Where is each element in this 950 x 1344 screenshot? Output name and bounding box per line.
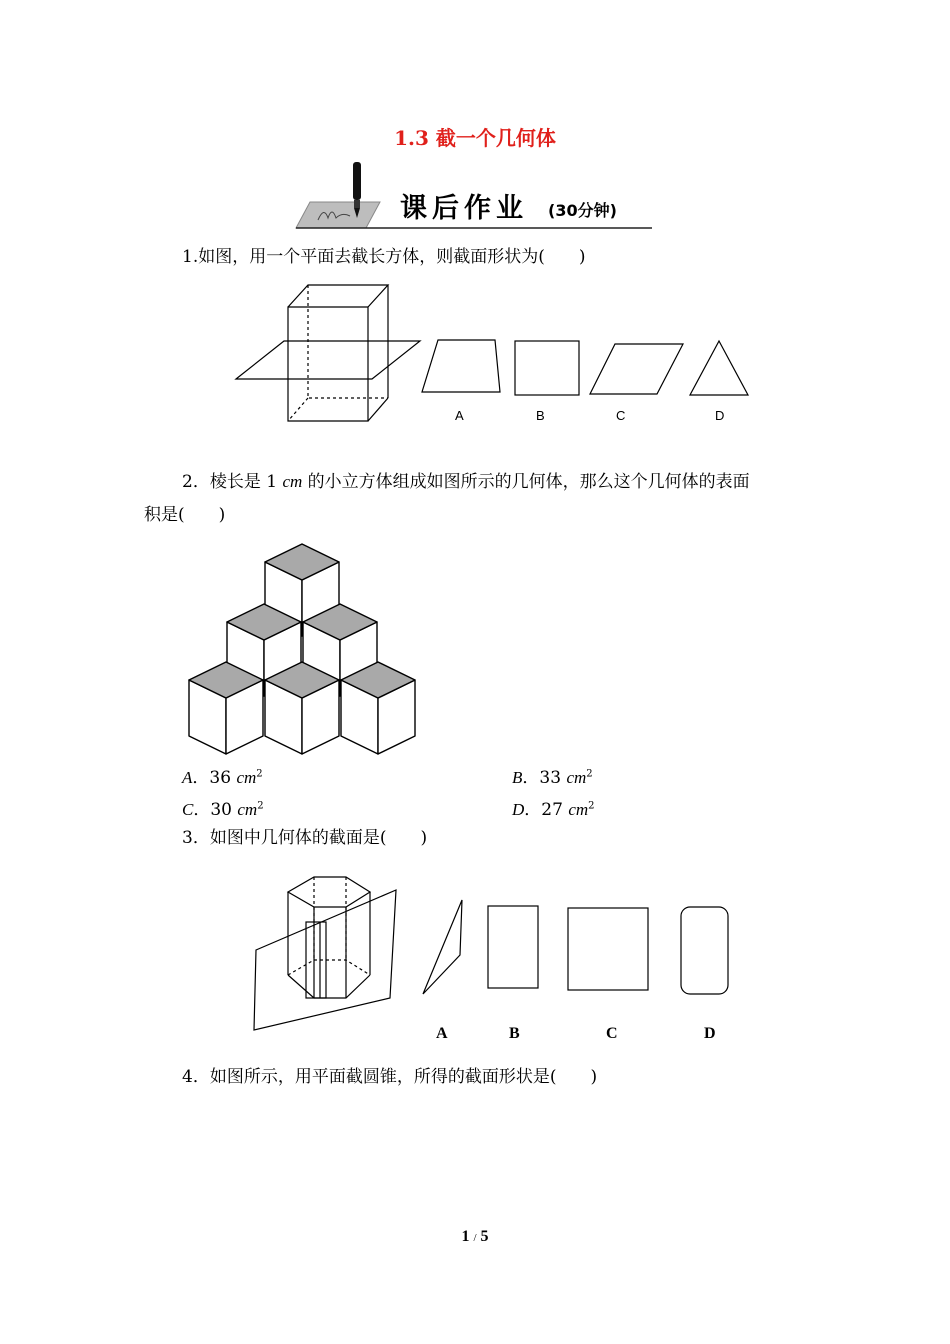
page-number: 1 / 5	[461, 1228, 489, 1245]
page-title: 1.3 截一个几何体	[394, 126, 556, 150]
hexagonal-prism	[288, 877, 370, 998]
q2-text-line2: 积是( )	[144, 505, 226, 525]
q1-option-d-triangle	[690, 341, 748, 395]
q2-option-c[interactable]: C．30 $cm^2$	[182, 800, 264, 820]
q2-cube-pyramid	[186, 542, 418, 747]
q1-figure	[230, 280, 760, 430]
q3-option-c-square	[568, 908, 648, 990]
q1-label-b: B	[536, 408, 545, 423]
q3-option-a-triangle	[423, 900, 462, 994]
q2-option-a[interactable]: A．36 $cm^2$	[182, 768, 263, 788]
homework-banner	[296, 158, 656, 230]
q3-label-d: D	[704, 1025, 716, 1042]
q1-text: 1.如图，用一个平面去截长方体，则截面形状为( )	[182, 247, 586, 267]
banner-time-text: (30分钟)	[548, 201, 617, 220]
q4-text: 4．如图所示，用平面截圆锥，所得的截面形状是( )	[182, 1067, 598, 1087]
q2-option-b[interactable]: B．33 $cm^2$	[512, 768, 593, 788]
q2-text-line1: 2．棱长是 1 cm 的小立方体组成如图所示的几何体，那么这个几何体的表面	[182, 472, 750, 492]
q1-option-b-square	[515, 341, 579, 395]
q1-label-c: C	[616, 408, 626, 423]
q1-label-d: D	[715, 408, 725, 423]
q3-label-b: B	[509, 1025, 520, 1042]
q3-label-a: A	[436, 1025, 448, 1042]
q3-label-c: C	[606, 1025, 618, 1042]
q3-text: 3．如图中几何体的截面是( )	[182, 828, 428, 848]
q3-option-d-rounded-rect	[681, 907, 728, 994]
q1-label-a: A	[455, 408, 464, 423]
q3-cutting-plane	[254, 890, 396, 1030]
q1-option-a-trapezoid	[422, 340, 500, 392]
q3-option-b-rectangle	[488, 906, 538, 988]
cuboid	[288, 307, 368, 421]
q1-option-c-parallelogram	[590, 344, 683, 394]
banner-main-text: 课后作业	[400, 193, 528, 224]
q3-figure	[250, 870, 740, 1040]
cutting-plane	[236, 341, 420, 379]
q2-option-d[interactable]: D．27 $cm^2$	[512, 800, 595, 820]
